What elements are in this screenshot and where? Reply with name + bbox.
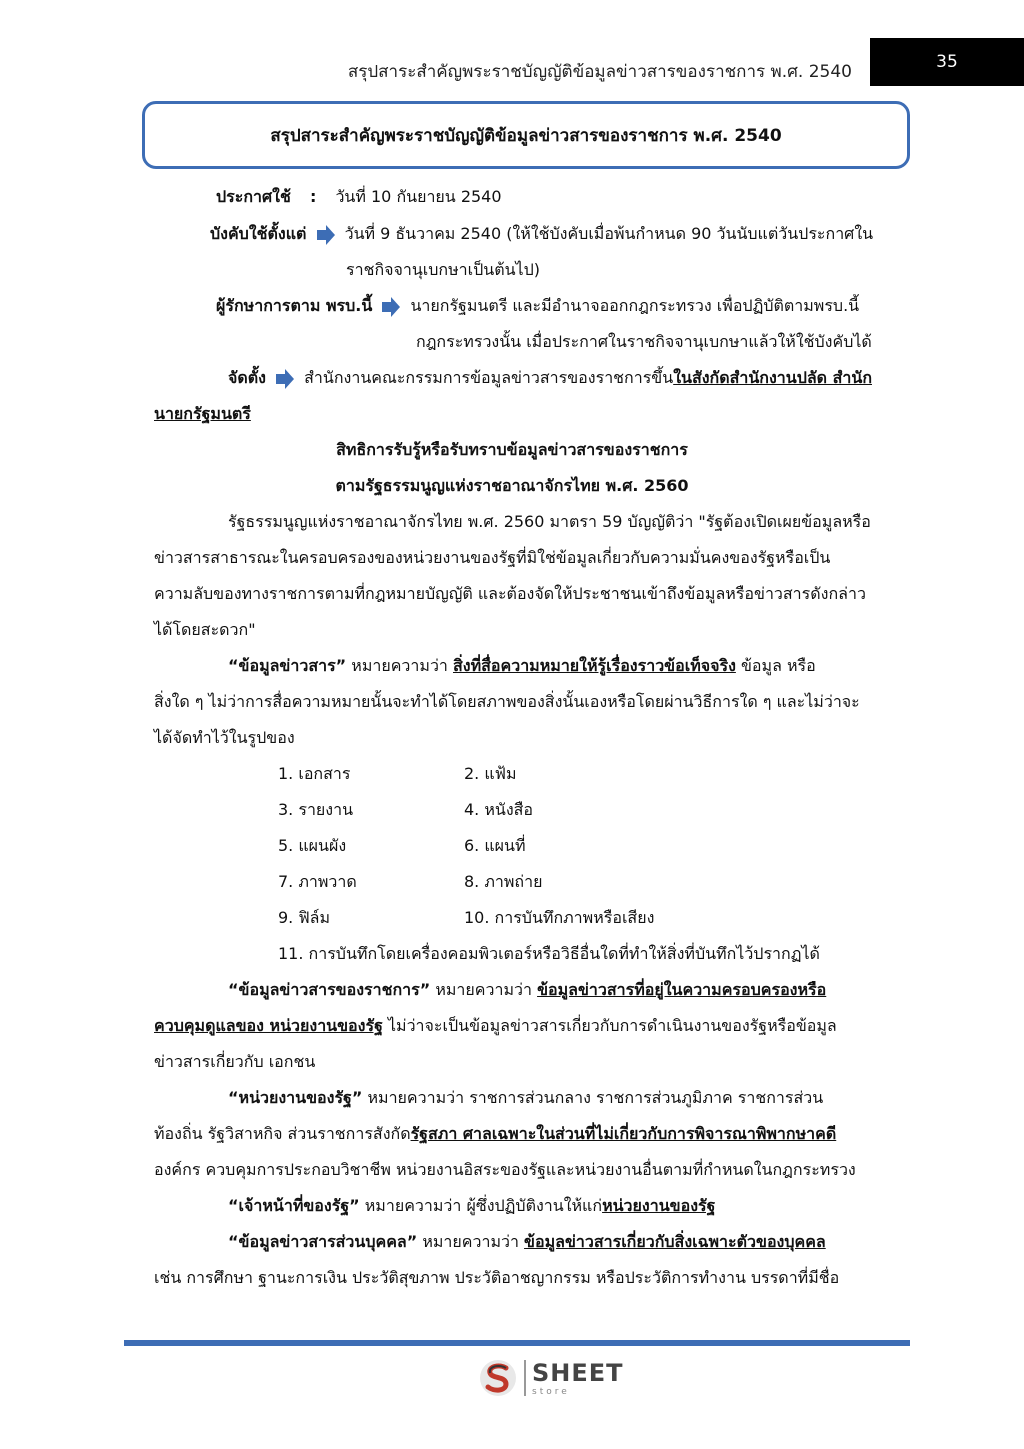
section-heading-1: สิทธิการรับรู้หรือรับทราบข้อมูลข่าวสารของราชการ (336, 440, 688, 459)
list-item: 11. การบันทึกโดยเครื่องคอมพิวเตอร์หรือวิธีอื่นใดที่ทำให้สิ่งที่บันทึกไว้ปรากฏได้ (278, 944, 820, 963)
def-official-line (228, 1194, 715, 1218)
def-agency-term: “หน่วยงานของรัฐ” (228, 1088, 363, 1107)
effective-label: บังคับใช้ตั้งแต่ (210, 224, 307, 243)
responsible-value-1: นายกรัฐมนตรี และมีอำนาจออกกฎกระทรวง เพื่อปฏิบัติตามพรบ.นี้ (410, 296, 860, 315)
def-official-rest: หมายความว่า ผู้ซึ่งปฏิบัติงานให้แก่ (359, 1196, 603, 1215)
list-item: 5. แผนผัง (278, 836, 347, 855)
establish-underlined-2: นายกรัฐมนตรี (154, 404, 251, 423)
list-item: 3. รายงาน (278, 800, 354, 819)
responsible-label: ผู้รักษาการตาม พรบ.นี้ (216, 296, 373, 315)
def-gov-line-1 (228, 978, 826, 1002)
responsible-value-2: กฎกระทรวงนั้น เมื่อประกาศในราชกิจจานุเบกษาแล้วให้ใช้บังคับได้ (416, 332, 872, 351)
constitution-line-4: ได้โดยสะดวก" (154, 620, 256, 639)
def-gov-term: “ข้อมูลข่าวสารของราชการ” (228, 980, 431, 999)
section-heading-2: ตามรัฐธรรมนูญแห่งราชอาณาจักรไทย พ.ศ. 2560 (335, 476, 689, 495)
list-item: 2. แฟ้ม (464, 764, 517, 783)
list-item: 7. ภาพวาด (278, 872, 357, 891)
def-official-term: “เจ้าหน้าที่ของรัฐ” (228, 1196, 360, 1215)
def-agency-line-2 (154, 1122, 836, 1146)
def-agency-line2a: ท้องถิ่น รัฐวิสาหกิจ ส่วนราชการสังกัด (154, 1124, 411, 1143)
list-item: 6. แผนที่ (464, 836, 526, 855)
def-info-line-1 (228, 654, 816, 678)
list-item: 10. การบันทึกภาพหรือเสียง (464, 908, 655, 927)
logo-separator (524, 1360, 526, 1396)
def-info-rest: ข้อมูล หรือ (735, 656, 816, 675)
def-official-underlined: หน่วยงานของรัฐ (602, 1196, 716, 1215)
list-item: 4. หนังสือ (464, 800, 534, 819)
logo-word: SHEET (532, 1359, 624, 1387)
def-agency-line-3: องค์กร ควบคุมการประกอบวิชาชีพ หน่วยงานอิสระของรัฐและหน่วยงานอื่นตามที่กำหนดในกฎกระทรวง (154, 1160, 856, 1179)
def-info-line-3: ได้จัดทำไว้ในรูปของ (154, 728, 295, 747)
effective-row (210, 222, 873, 246)
def-personal-line-1 (228, 1230, 826, 1254)
def-gov-line-2 (154, 1014, 837, 1038)
constitution-line-1: รัฐธรรมนูญแห่งราชอาณาจักรไทย พ.ศ. 2560 มาตรา 59 บัญญัติว่า "รัฐต้องเปิดเผยข้อมูลหรือ (228, 512, 871, 531)
effective-value-1: วันที่ 9 ธันวาคม 2540 (ให้ใช้บังคับเมื่อพ้นกำหนด 90 วันนับแต่วันประกาศใน (344, 224, 874, 243)
def-gov-underlined-1: ข้อมูลข่าวสารที่อยู่ในความครอบครองหรือ (537, 980, 827, 999)
footer-bar (124, 1340, 910, 1346)
def-personal-line-2: เช่น การศึกษา ฐานะการเงิน ประวัติสุขภาพ ประวัติอาชญากรรม หรือประวัติการทำงาน บรรดาที่มีชื่อ (154, 1268, 840, 1287)
def-gov-underlined-2: ควบคุมดูแลของ หน่วยงานของรัฐ (154, 1016, 383, 1035)
logo-s-icon (478, 1358, 518, 1398)
announced-label: ประกาศใช้ (216, 187, 291, 206)
title-box: สรุปสาระสำคัญพระราชบัญญัติข้อมูลข่าวสารของราชการ พ.ศ. 2540 (142, 101, 910, 169)
page-number: 35 (870, 38, 1024, 86)
establish-underlined-1: ในสังกัดสำนักงานปลัด สำนัก (673, 368, 872, 387)
def-info-underlined: สิ่งที่สื่อความหมายให้รู้เรื่องราวข้อเท็จจริง (453, 656, 736, 675)
arrow-right-icon (316, 224, 336, 246)
announced-colon: : (309, 187, 317, 206)
announced-value: วันที่ 10 กันยายน 2540 (335, 187, 502, 206)
responsible-row (216, 294, 859, 318)
def-agency-rest: หมายความว่า ราชการส่วนกลาง ราชการส่วนภูมิภาค ราชการส่วน (362, 1088, 824, 1107)
def-info-means: หมายความว่า (346, 656, 453, 675)
def-personal-means: หมายความว่า (417, 1232, 525, 1251)
def-agency-line-1 (228, 1086, 823, 1110)
list-item: 8. ภาพถ่าย (464, 872, 543, 891)
establish-label: จัดตั้ง (228, 368, 266, 387)
logo-text (532, 1359, 624, 1397)
sheet-store-logo (478, 1358, 624, 1398)
arrow-right-icon (381, 296, 401, 318)
effective-value-2: ราชกิจจานุเบกษาเป็นต้นไป) (346, 260, 540, 279)
constitution-line-2: ข่าวสารสาธารณะในครอบครองของหน่วยงานของรัฐที่มิใช่ข้อมูลเกี่ยวกับความมั่นคงของรัฐหรือเป็น (154, 548, 831, 567)
list-item: 9. ฟิล์ม (278, 908, 331, 927)
def-agency-underlined: รัฐสภา ศาลเฉพาะในส่วนที่ไม่เกี่ยวกับการพิจารณาพิพากษาคดี (410, 1124, 837, 1143)
def-gov-means: หมายความว่า (430, 980, 538, 999)
arrow-right-icon (275, 368, 295, 390)
running-header: สรุปสาระสำคัญพระราชบัญญัติข้อมูลข่าวสารของราชการ พ.ศ. 2540 (347, 62, 852, 82)
def-personal-underlined: ข้อมูลข่าวสารเกี่ยวกับสิ่งเฉพาะตัวของบุคคล (524, 1232, 826, 1251)
announced-row (216, 185, 502, 209)
establish-value: สำนักงานคณะกรรมการข้อมูลข่าวสารของราชการขึ้น (304, 368, 674, 387)
list-item: 1. เอกสาร (278, 764, 351, 783)
def-personal-term: “ข้อมูลข่าวสารส่วนบุคคล” (228, 1232, 418, 1251)
def-gov-rest: ไม่ว่าจะเป็นข้อมูลข่าวสารเกี่ยวกับการดำเนินงานของรัฐหรือข้อมูล (382, 1016, 837, 1035)
constitution-line-3: ความลับของทางราชการตามที่กฎหมายบัญญัติ และต้องจัดให้ประชาชนเข้าถึงข้อมูลหรือข่าวสารดังกล่าว (154, 584, 866, 603)
def-info-line-2: สิ่งใด ๆ ไม่ว่าการสื่อความหมายนั้นจะทำได้โดยสภาพของสิ่งนั้นเองหรือโดยผ่านวิธีการใด ๆ และไม่ว่าจะ (154, 692, 860, 711)
def-info-term: “ข้อมูลข่าวสาร” (228, 656, 347, 675)
def-gov-line-3: ข่าวสารเกี่ยวกับ เอกชน (154, 1052, 316, 1071)
logo-sub: store (532, 1387, 570, 1397)
establish-row (228, 366, 872, 390)
